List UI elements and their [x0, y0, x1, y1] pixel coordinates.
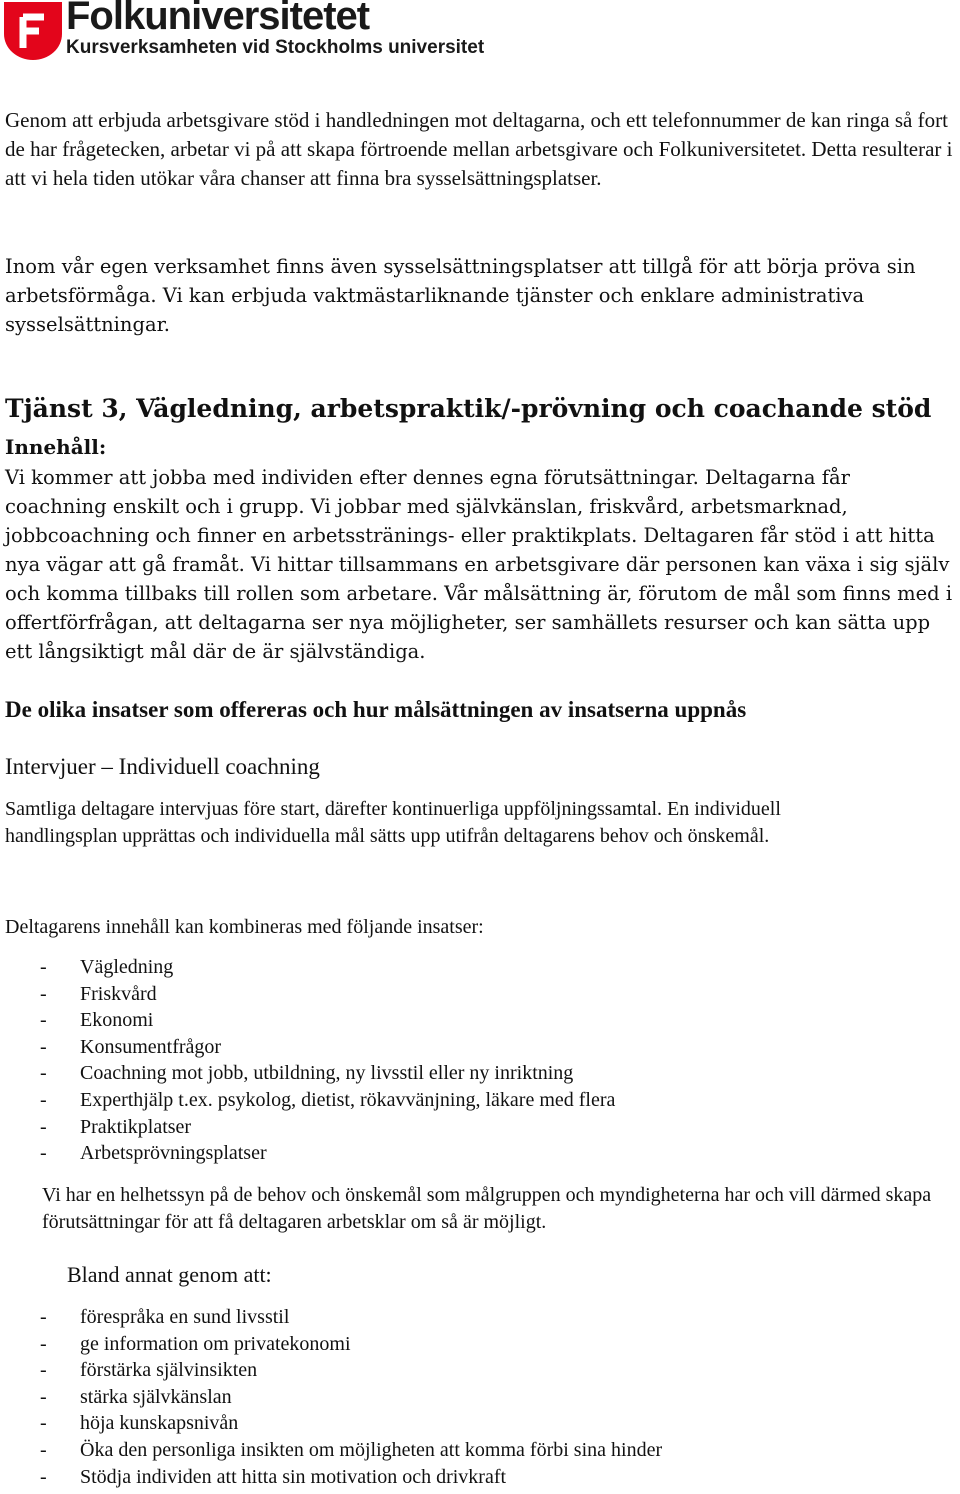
list-item: - Stödja individen att hitta sin motivation och drivkraft	[40, 1465, 507, 1488]
list-item: - Vägledning	[40, 956, 174, 978]
heading-intervjuer: Intervjuer – Individuell coachning	[5, 754, 320, 779]
list-item: - Arbetsprövningsplatser	[40, 1142, 267, 1165]
paragraph-4: Samtliga deltagare intervjuas före start, därefter kontinuerliga uppföljningssamtal. En individuell handlingsplan upprättas och individuella mål sätts upp utifrån deltagarens behov och önskemål.	[5, 798, 781, 847]
brand-name: Folkuniversitetet	[66, 0, 370, 38]
paragraph-3: Vi kommer att jobba med individen efter dennes egna förutsättningar. Deltagarna får coachning enskilt och i grupp. Vi jobbar med självkänslan, friskvård, arbetsmarknad, jobbcoachning och finner en arbetsstränings- eller praktikplats. Deltagaren får stöd i att hitta nya vägar att gå framåt. Vi hittar tillsammans en arbetsgivare där personen kan växa i sig själv och komma tillbaks till rollen som arbetare. Vår målsättning är, förutom de mål som finns med i offertförfrågan, att deltagarna ser nya möjligheter, ser samhällets resurser och kan sätta upp ett långsiktigt mål där de är självständiga.	[5, 466, 953, 663]
folkuniversitetet-logo-icon	[4, 2, 62, 60]
brand-subtitle: Kursverksamheten vid Stockholms universitet	[66, 37, 485, 58]
heading-innehall: Innehåll:	[5, 435, 107, 459]
paragraph-5: Deltagarens innehåll kan kombineras med följande insatser:	[5, 916, 484, 938]
heading-insatser: De olika insatser som offereras och hur målsättningen av insatserna uppnås	[5, 697, 747, 722]
list-item: - stärka självkänslan	[40, 1385, 232, 1408]
list-item: - ge information om privatekonomi	[40, 1332, 351, 1355]
heading-tjanst: Tjänst 3, Vägledning, arbetspraktik/-prövning och coachande stöd	[5, 394, 932, 423]
paragraph-6: Vi har en helhetssyn på de behov och önskemål som målgruppen och myndigheterna har och vill därmed skapa förutsättningar för att få deltagaren arbetsklar om så är möjligt.	[42, 1184, 932, 1233]
list-item: - Coachning mot jobb, utbildning, ny livsstil eller ny inriktning	[40, 1062, 574, 1085]
list-item: - förstärka självinsikten	[40, 1359, 258, 1382]
list-item: - Praktikplatser	[40, 1115, 192, 1138]
insatser-list	[40, 954, 615, 1167]
paragraph-1: Genom att erbjuda arbetsgivare stöd i handledningen mot deltagarna, och ett telefonnummer de kan ringa så fort de har frågetecken, arbetar vi på att skapa förtroende mellan arbetsgivare och Folkuniversitetet. Detta resulterar i att vi hela tiden utökar våra chanser att finna bra sysselsättningsplatser.	[5, 108, 953, 190]
list-item: - Experthjälp t.ex. psykolog, dietist, rökavvänjning, läkare med flera	[40, 1088, 616, 1111]
list-item: - Friskvård	[40, 982, 157, 1005]
heading-bland-annat: Bland annat genom att:	[67, 1262, 272, 1287]
bland-annat-list	[40, 1304, 662, 1490]
list-item: - Konsumentfrågor	[40, 1035, 222, 1058]
paragraph-2: Inom vår egen verksamhet finns även sysselsättningsplatser att tillgå för att börja pröva sin arbetsförmåga. Vi kan erbjuda vaktmästarliknande tjänster och enklare administrativa sysselsättningar.	[5, 255, 916, 336]
list-item: - Ekonomi	[40, 1009, 154, 1032]
list-item: - Öka den personliga insikten om möjligheten att komma förbi sina hinder	[40, 1438, 663, 1461]
list-item: - höja kunskapsnivån	[40, 1412, 239, 1435]
list-item: - förespråka en sund livsstil	[40, 1306, 290, 1328]
